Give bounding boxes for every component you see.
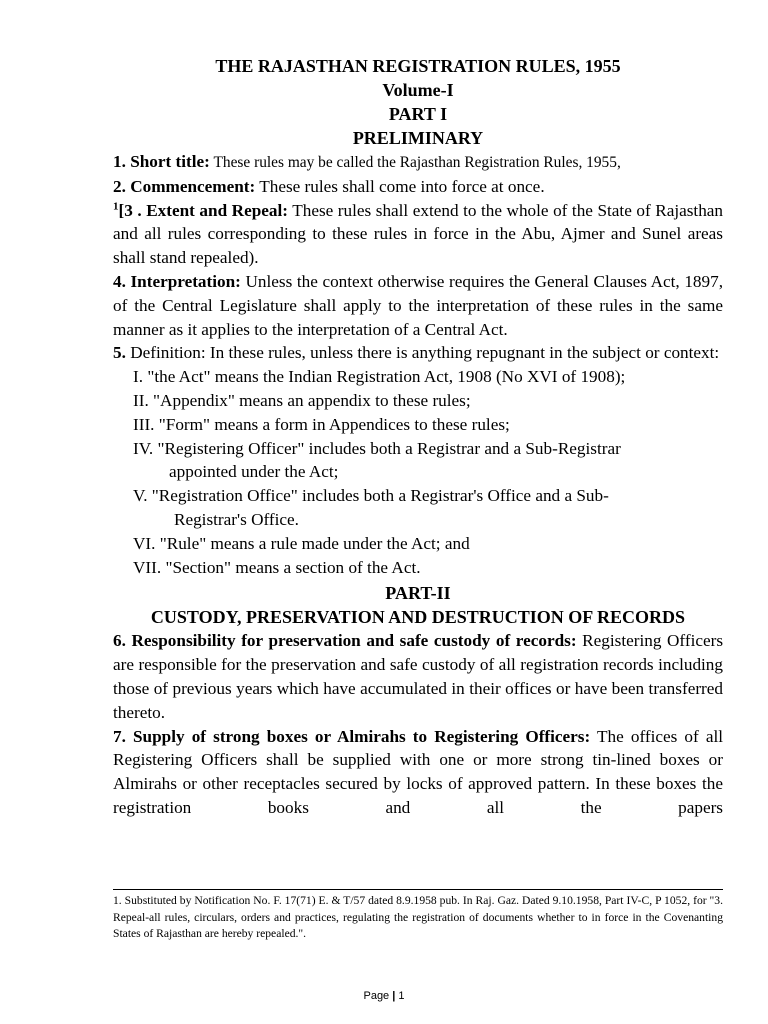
definition-item	[113, 556, 723, 580]
definition-text: IV. "Registering Officer" includes both a Registrar and a Sub-Registrar	[133, 438, 621, 458]
rule-2-text: These rules shall come into force at once.	[255, 176, 545, 196]
rule-4-interpretation	[113, 270, 723, 341]
volume-heading: Volume-I	[382, 80, 454, 100]
page-separator: |	[392, 990, 396, 1002]
footnote: 1. Substituted by Notification No. F. 17(71) E. & T/57 dated 8.9.1958 pub. In Raj. Gaz. Dated 9.10.1958, Part IV-C, P 1052, for "3. Repeal-all rules, circulars, orders and practices, regulating the registration of documents whether to in force in the Covenanting States of Rajasthan are hereby repealed.".	[113, 894, 723, 940]
rule-6-text: Registering Officers are responsible for the preservation and safe custody of all registration records including those of previous years which have accumulated in their offices or have been transferred thereto.	[113, 631, 724, 722]
rule-5-definition	[113, 341, 723, 365]
definition-item	[113, 413, 723, 437]
document-title: THE RAJASTHAN REGISTRATION RULES, 1955	[215, 56, 621, 76]
definition-item	[113, 389, 723, 413]
page-number: 1	[398, 990, 405, 1002]
rule-1-label: 1. Short title:	[113, 152, 210, 171]
rule-7-label: 7. Supply of strong boxes or Almirahs to Registering Officers:	[113, 726, 591, 746]
definition-text: VII. "Section" means a section of the Act.	[133, 557, 421, 577]
rule-4-text: Unless the context otherwise requires the General Clauses Act, 1897, of the Central Legislature shall apply to the interpretation of these rules in the same manner as it applies to the interpretation of a Central Act.	[113, 271, 723, 339]
definition-text: III. "Form" means a form in Appendices to these rules;	[133, 414, 510, 434]
page-footer	[0, 990, 768, 1002]
footnote-marker: 1	[113, 199, 119, 212]
rule-7-text: The offices of all Registering Officers shall be supplied with one or more strong tin-lined boxes or Almirahs or other receptacles secured by locks of approved pattern. In these boxes the registration books and all the papers	[113, 726, 724, 817]
definition-continuation: Registrar's Office.	[174, 509, 299, 529]
part-one-heading: PART I	[388, 104, 448, 124]
rule-6-label: 6. Responsibility for preservation and safe custody of records:	[113, 631, 577, 651]
rule-2-label: 2. Commencement:	[113, 176, 256, 196]
part-two-heading: PART-II	[385, 583, 451, 604]
definition-text: I. "the Act" means the Indian Registration Act, 1908 (No XVI of 1908);	[133, 367, 626, 387]
definitions-list	[113, 365, 723, 579]
definition-item	[113, 532, 723, 556]
rule-1-text: These rules may be called the Rajasthan Registration Rules, 1955,	[209, 154, 621, 171]
rule-4-label: 4. Interpretation:	[113, 271, 241, 291]
preliminary-heading: PRELIMINARY	[352, 128, 484, 148]
custody-heading: CUSTODY, PRESERVATION AND DESTRUCTION OF RECORDS	[150, 607, 686, 628]
rule-2-commencement	[113, 175, 723, 199]
rule-1-short-title	[113, 150, 723, 175]
footnote-divider	[113, 889, 723, 890]
definition-continuation: appointed under the Act;	[169, 462, 339, 482]
rule-3-label: [3 . Extent and Repeal:	[118, 200, 288, 220]
rule-5-label: 5.	[113, 343, 126, 363]
rule-5-text: Definition: In these rules, unless there is anything repugnant in the subject or context:	[125, 343, 720, 363]
page-label: Page	[363, 990, 390, 1002]
rule-6-responsibility	[113, 629, 723, 724]
definition-text: II. "Appendix" means an appendix to these rules;	[133, 390, 471, 410]
definition-item	[113, 365, 723, 389]
definition-item	[113, 484, 723, 532]
document-page	[113, 0, 723, 820]
definition-text: V. "Registration Office" includes both a Registrar's Office and a Sub-	[133, 486, 609, 506]
rule-7-strong-boxes	[113, 725, 723, 820]
definition-text: VI. "Rule" means a rule made under the Act; and	[133, 533, 470, 553]
rule-3-text: These rules shall extend to the whole of the State of Rajasthan and all rules corresponding to these rules in force in the Abu, Ajmer and Sunel areas shall stand repealed).	[113, 200, 724, 268]
rule-3-extent-repeal	[113, 199, 723, 270]
definition-item	[113, 437, 723, 485]
